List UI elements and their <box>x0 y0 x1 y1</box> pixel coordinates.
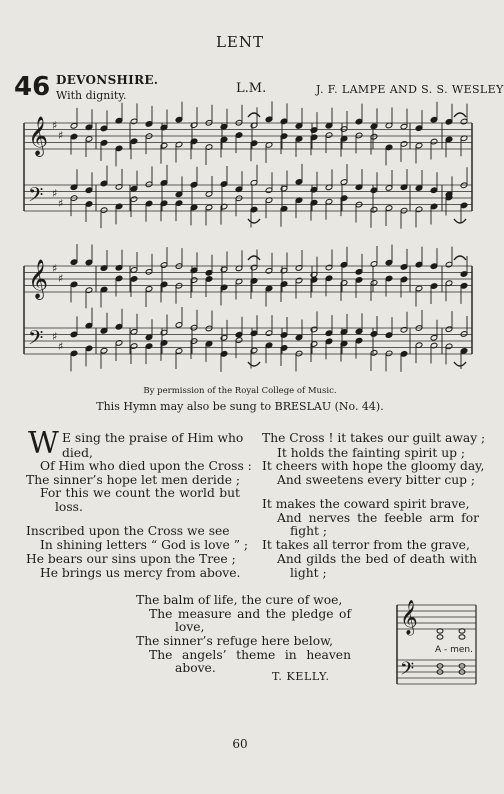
amen-label: A - men. <box>435 645 473 655</box>
verse-line: love, <box>175 620 205 634</box>
composer: J. F. LAMPE AND S. S. WESLEY <box>316 83 504 96</box>
bass-clef-icon: 𝄢 <box>28 326 44 354</box>
page-number: 60 <box>232 737 248 751</box>
verse-line: The sinner’s refuge here below, <box>136 634 334 648</box>
note-head <box>437 635 443 639</box>
alt-tune-note: This Hymn may also be sung to BRESLAU (No. 44). <box>96 400 384 413</box>
sharp-icon: ♯ <box>58 272 64 285</box>
treble-clef-icon: 𝄞 <box>28 259 49 299</box>
verse-line: He bears our sins upon the Tree ; <box>26 552 236 566</box>
verse-line: It takes all terror from the grave, <box>262 538 470 552</box>
sharp-icon: ♯ <box>52 262 58 275</box>
fermata-icon <box>454 362 466 366</box>
section-title: LENT <box>215 33 265 51</box>
fermata-icon <box>454 256 466 260</box>
bass-clef-icon: 𝄢 <box>28 183 44 211</box>
hymn-author: T. KELLY. <box>272 670 330 683</box>
verse-line: light ; <box>290 566 327 580</box>
verse-line: And nerves the feeble arm for <box>277 511 479 525</box>
verse-line: It makes the coward spirit brave, <box>262 497 470 511</box>
verse-line: died, <box>62 446 93 460</box>
verse-line: Of Him who died upon the Cross : <box>40 459 252 473</box>
verse-line: In shining letters “ God is love ” ; <box>40 538 249 552</box>
verse-line: The angels’ theme in heaven <box>149 648 351 662</box>
sharp-icon: ♯ <box>52 119 58 132</box>
verse-line: The measure and the pledge of <box>149 607 351 621</box>
sharp-icon: ♯ <box>58 340 64 353</box>
verse-line: And sweetens every bitter cup ; <box>277 473 476 487</box>
note-head <box>459 635 465 639</box>
verse-line: It holds the fainting spirit up ; <box>277 446 466 460</box>
drop-cap: W <box>28 426 59 461</box>
fermata-icon <box>454 219 466 223</box>
note-head <box>437 629 443 633</box>
fermata-icon <box>454 113 466 117</box>
verse-line: The balm of life, the cure of woe, <box>136 593 343 607</box>
sharp-icon: ♯ <box>58 197 64 210</box>
meter: L.M. <box>236 81 267 96</box>
verse-line: The sinner’s hope let men deride ; <box>26 473 241 487</box>
note-head <box>459 629 465 633</box>
tune-name: DEVONSHIRE. <box>56 73 159 87</box>
sharp-icon: ♯ <box>52 187 58 200</box>
fermata-icon <box>248 113 260 117</box>
fermata-icon <box>248 256 260 260</box>
verse-line: Inscribed upon the Cross we see <box>26 524 230 538</box>
verse-line: The Cross ! it takes our guilt away ; <box>262 431 486 445</box>
bass-clef-icon: 𝄢 <box>400 659 415 684</box>
tempo-marking: With dignity. <box>56 89 127 102</box>
treble-clef-icon: 𝄞 <box>400 600 418 635</box>
verse-line: loss. <box>55 500 83 514</box>
treble-clef-icon: 𝄞 <box>28 116 49 156</box>
verse-line: It cheers with hope the gloomy day, <box>262 459 485 473</box>
verse-line: He brings us mercy from above. <box>40 566 241 580</box>
fermata-icon <box>248 362 260 366</box>
hymn-number: 46 <box>14 72 51 102</box>
verse-line: E sing the praise of Him who <box>62 431 244 445</box>
sharp-icon: ♯ <box>58 129 64 142</box>
sharp-icon: ♯ <box>52 330 58 343</box>
verse-line: fight ; <box>290 524 327 538</box>
verse-line: For this we count the world but <box>40 486 240 500</box>
permission-note: By permission of the Royal College of Music. <box>143 386 337 396</box>
verse-line: above. <box>175 661 216 675</box>
fermata-icon <box>248 219 260 223</box>
verse-line: And gilds the bed of death with <box>277 552 477 566</box>
